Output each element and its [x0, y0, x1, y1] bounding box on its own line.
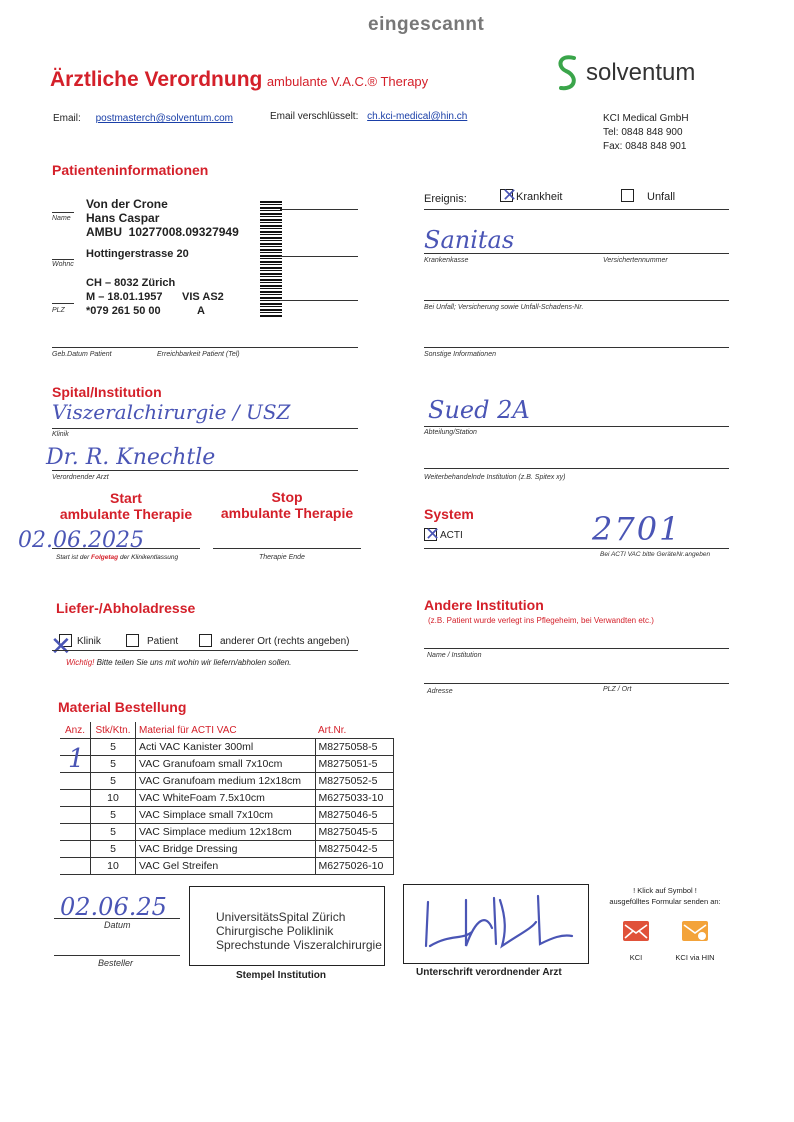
company-block: [603, 112, 689, 154]
signature-image: [410, 888, 580, 960]
send-kci-hin-button[interactable]: [670, 920, 720, 962]
label-plz: PLZ: [52, 307, 65, 314]
table-row: [60, 756, 393, 773]
cell-artnr: M8275046-5: [315, 807, 393, 824]
col-stk: Stk/Ktn.: [91, 722, 136, 739]
email-enc-row: [270, 111, 467, 122]
stamp-line-2: Chirurgische Poliklinik: [216, 924, 334, 938]
liefer-section-title: Liefer-/Abholadresse: [56, 600, 196, 616]
label-andere-name: Name / Institution: [427, 652, 482, 659]
cell-anz[interactable]: [60, 858, 91, 875]
liefer-klinik-label: Klinik: [77, 636, 101, 647]
label-stempel: Stempel Institution: [236, 970, 326, 981]
company-tel: Tel: 0848 848 900: [603, 127, 683, 138]
label-sonstige: Sonstige Informationen: [424, 351, 496, 358]
mail-kci-icon: [622, 920, 650, 942]
cell-artnr: M8275052-5: [315, 773, 393, 790]
col-anz: Anz.: [60, 722, 91, 739]
stop-title: [213, 489, 361, 521]
stamp-line-1: UniversitätsSpital Zürich: [216, 910, 346, 924]
start-date-handwritten: 02.06.2025: [18, 528, 144, 553]
cell-stk: 10: [91, 858, 136, 875]
label-geb: Geb.Datum Patient: [52, 351, 112, 358]
cell-artnr: M8275058-5: [315, 739, 393, 756]
brand-logo: [552, 52, 695, 94]
email-label: Email:: [53, 113, 81, 124]
table-row: [60, 790, 393, 807]
label-unterschrift: Unterschrift verordnender Arzt: [416, 967, 562, 978]
stop-title-1: Stop: [271, 489, 303, 505]
send-kci-button[interactable]: [620, 920, 652, 962]
krankheit-label: Krankheit: [516, 191, 563, 203]
andere-note: (z.B. Patient wurde verlegt ins Pflegeheim, bei Verwandten etc.): [428, 616, 654, 625]
acti-label: ACTI: [440, 530, 463, 541]
abteilung-handwritten: Sued 2A: [428, 396, 530, 424]
label-abteilung: Abteilung/Station: [424, 429, 477, 436]
solventum-logo-icon: [552, 52, 582, 94]
label-andere-adresse: Adresse: [427, 688, 453, 695]
system-section-title: System: [424, 506, 474, 522]
start-title-2: ambulante Therapie: [59, 506, 193, 522]
email-enc-label: Email verschlüsselt:: [270, 111, 359, 122]
acti-check-mark-icon: ✕: [425, 524, 441, 544]
table-row: [60, 858, 393, 875]
table-row: [60, 773, 393, 790]
label-klinik: Klinik: [52, 431, 69, 438]
label-besteller: Besteller: [98, 958, 134, 968]
unfall-checkbox[interactable]: [621, 189, 634, 202]
sticker-name1: Von der Crone: [86, 197, 168, 211]
cell-material: VAC Granufoam medium 12x18cm: [136, 773, 316, 790]
label-unfall: Bei Unfall; Versicherung sowie Unfall-Schadens-Nr.: [424, 304, 584, 311]
arzt-handwritten: Dr. R. Knechtle: [46, 445, 216, 470]
form-title-sub: ambulante V.A.C.® Therapy: [266, 74, 429, 89]
stop-title-2: ambulante Therapie: [220, 505, 354, 521]
anz-handwritten: 1: [68, 744, 85, 774]
patient-section-title: Patienteninformationen: [52, 162, 209, 178]
cell-material: VAC Granufoam small 7x10cm: [136, 756, 316, 773]
table-row: [60, 739, 393, 756]
col-material: Material für ACTI VAC: [136, 722, 316, 739]
cell-material: VAC Simplace small 7x10cm: [136, 807, 316, 824]
cell-stk: 5: [91, 773, 136, 790]
cell-artnr: M8275045-5: [315, 824, 393, 841]
sticker-birth: M – 18.01.1957: [86, 291, 163, 303]
liefer-ort-checkbox[interactable]: [199, 634, 212, 647]
label-ende: Therapie Ende: [259, 554, 305, 561]
material-header-row: [60, 722, 393, 739]
cell-stk: 5: [91, 739, 136, 756]
patient-sticker: [86, 197, 386, 322]
kci-hin-label: KCI via HIN: [675, 953, 715, 962]
cell-artnr: M6275033-10: [315, 790, 393, 807]
sticker-name2: Hans Caspar: [86, 211, 160, 225]
cell-material: Acti VAC Kanister 300ml: [136, 739, 316, 756]
liefer-patient-label: Patient: [147, 636, 179, 647]
start-title: [52, 490, 200, 522]
kci-label: KCI: [629, 953, 643, 962]
material-table: [60, 722, 394, 875]
geraet-handwritten: 2701: [592, 510, 682, 548]
sticker-code: A: [197, 305, 205, 317]
label-versnr: Versichertennummer: [603, 257, 668, 264]
cell-material: VAC WhiteFoam 7.5x10cm: [136, 790, 316, 807]
cell-stk: 5: [91, 807, 136, 824]
cell-material: VAC Simplace medium 12x18cm: [136, 824, 316, 841]
liefer-patient-checkbox[interactable]: [126, 634, 139, 647]
cell-material: VAC Gel Streifen: [136, 858, 316, 875]
liefer-note: Wichtig! Bitte teilen Sie uns mit wohin wir liefern/abholen sollen.: [66, 658, 292, 667]
klinik-handwritten: Viszeralchirurgie / USZ: [52, 400, 291, 424]
cell-stk: 10: [91, 790, 136, 807]
cell-material: VAC Bridge Dressing: [136, 841, 316, 858]
company-fax: Fax: 0848 848 901: [603, 141, 687, 152]
sticker-ambu: AMBU 10277008.09327949: [86, 225, 239, 239]
cell-stk: 5: [91, 824, 136, 841]
start-title-1: Start: [110, 490, 142, 506]
label-wohn: Wohnc: [52, 261, 74, 268]
wichtig-label: Wichtig!: [66, 658, 95, 667]
material-table-wrap: [60, 722, 394, 875]
cell-artnr: M8275042-5: [315, 841, 393, 858]
unfall-label: Unfall: [647, 191, 676, 203]
col-artnr: Art.Nr.: [315, 722, 393, 739]
label-geraet: Bei ACTI VAC bitte GeräteNr.angeben: [600, 551, 711, 558]
event-label: Ereignis:: [424, 193, 467, 205]
stamp-line-3: Sprechstunde Viszeralchirurgie: [216, 938, 382, 952]
form-title-main: Ärztliche Verordnung: [50, 68, 263, 91]
cell-artnr: M6275026-10: [315, 858, 393, 875]
label-arzt: Verordnender Arzt: [52, 474, 109, 481]
send-note-2: ausgefülltes Formular senden an:: [609, 897, 721, 906]
liefer-klinik-check-mark-icon: ✕: [50, 631, 72, 661]
brand-name: solventum: [586, 59, 696, 86]
table-row: [60, 824, 393, 841]
email-link[interactable]: postmasterch@solventum.com: [95, 113, 233, 124]
cell-anz[interactable]: [60, 841, 91, 858]
krankenkasse-handwritten: Sanitas: [424, 226, 515, 254]
label-datum: Datum: [104, 920, 131, 930]
email-row: [53, 113, 233, 124]
label-weiter: Weiterbehandelnde Institution (z.B. Spitex xy): [424, 474, 566, 481]
hospital-stamp: [216, 910, 382, 952]
cell-anz[interactable]: [60, 773, 91, 790]
spital-section-title: Spital/Institution: [52, 384, 162, 400]
send-note: [600, 885, 730, 907]
label-name: Name: [52, 215, 71, 222]
label-kasse: Krankenkasse: [424, 257, 469, 264]
form-title: [50, 68, 428, 92]
table-row: [60, 807, 393, 824]
label-andere-plz: PLZ / Ort: [603, 686, 632, 693]
sticker-city: CH – 8032 Zürich: [86, 277, 176, 289]
krankheit-check-mark-icon: ✕: [502, 185, 518, 205]
send-note-1: ! Klick auf Symbol !: [633, 886, 697, 895]
label-tel: Erreichbarkeit Patient (Tel): [157, 351, 240, 358]
barcode-icon: [260, 201, 282, 317]
andere-section-title: Andere Institution: [424, 597, 544, 613]
cell-anz[interactable]: [60, 807, 91, 824]
cell-stk: 5: [91, 841, 136, 858]
material-section-title: Material Bestellung: [58, 699, 187, 715]
scan-note: eingescannt: [368, 14, 485, 35]
label-start: Start ist der Folgetag der Klinikentlassung: [56, 554, 179, 561]
sticker-street: Hottingerstrasse 20: [86, 248, 189, 260]
cell-artnr: M8275051-5: [315, 756, 393, 773]
mail-hin-icon: [681, 920, 709, 942]
email-enc-link[interactable]: ch.kci-medical@hin.ch: [367, 111, 468, 122]
cell-stk: 5: [91, 756, 136, 773]
liefer-ort-label: anderer Ort (rechts angeben): [220, 636, 350, 647]
sticker-phone: *079 261 50 00: [86, 305, 161, 317]
company-name: KCI Medical GmbH: [603, 113, 689, 124]
sticker-vis: VIS AS2: [182, 291, 224, 303]
cell-anz[interactable]: [60, 790, 91, 807]
cell-anz[interactable]: [60, 824, 91, 841]
datum-handwritten: 02.06.25: [60, 893, 167, 921]
table-row: [60, 841, 393, 858]
